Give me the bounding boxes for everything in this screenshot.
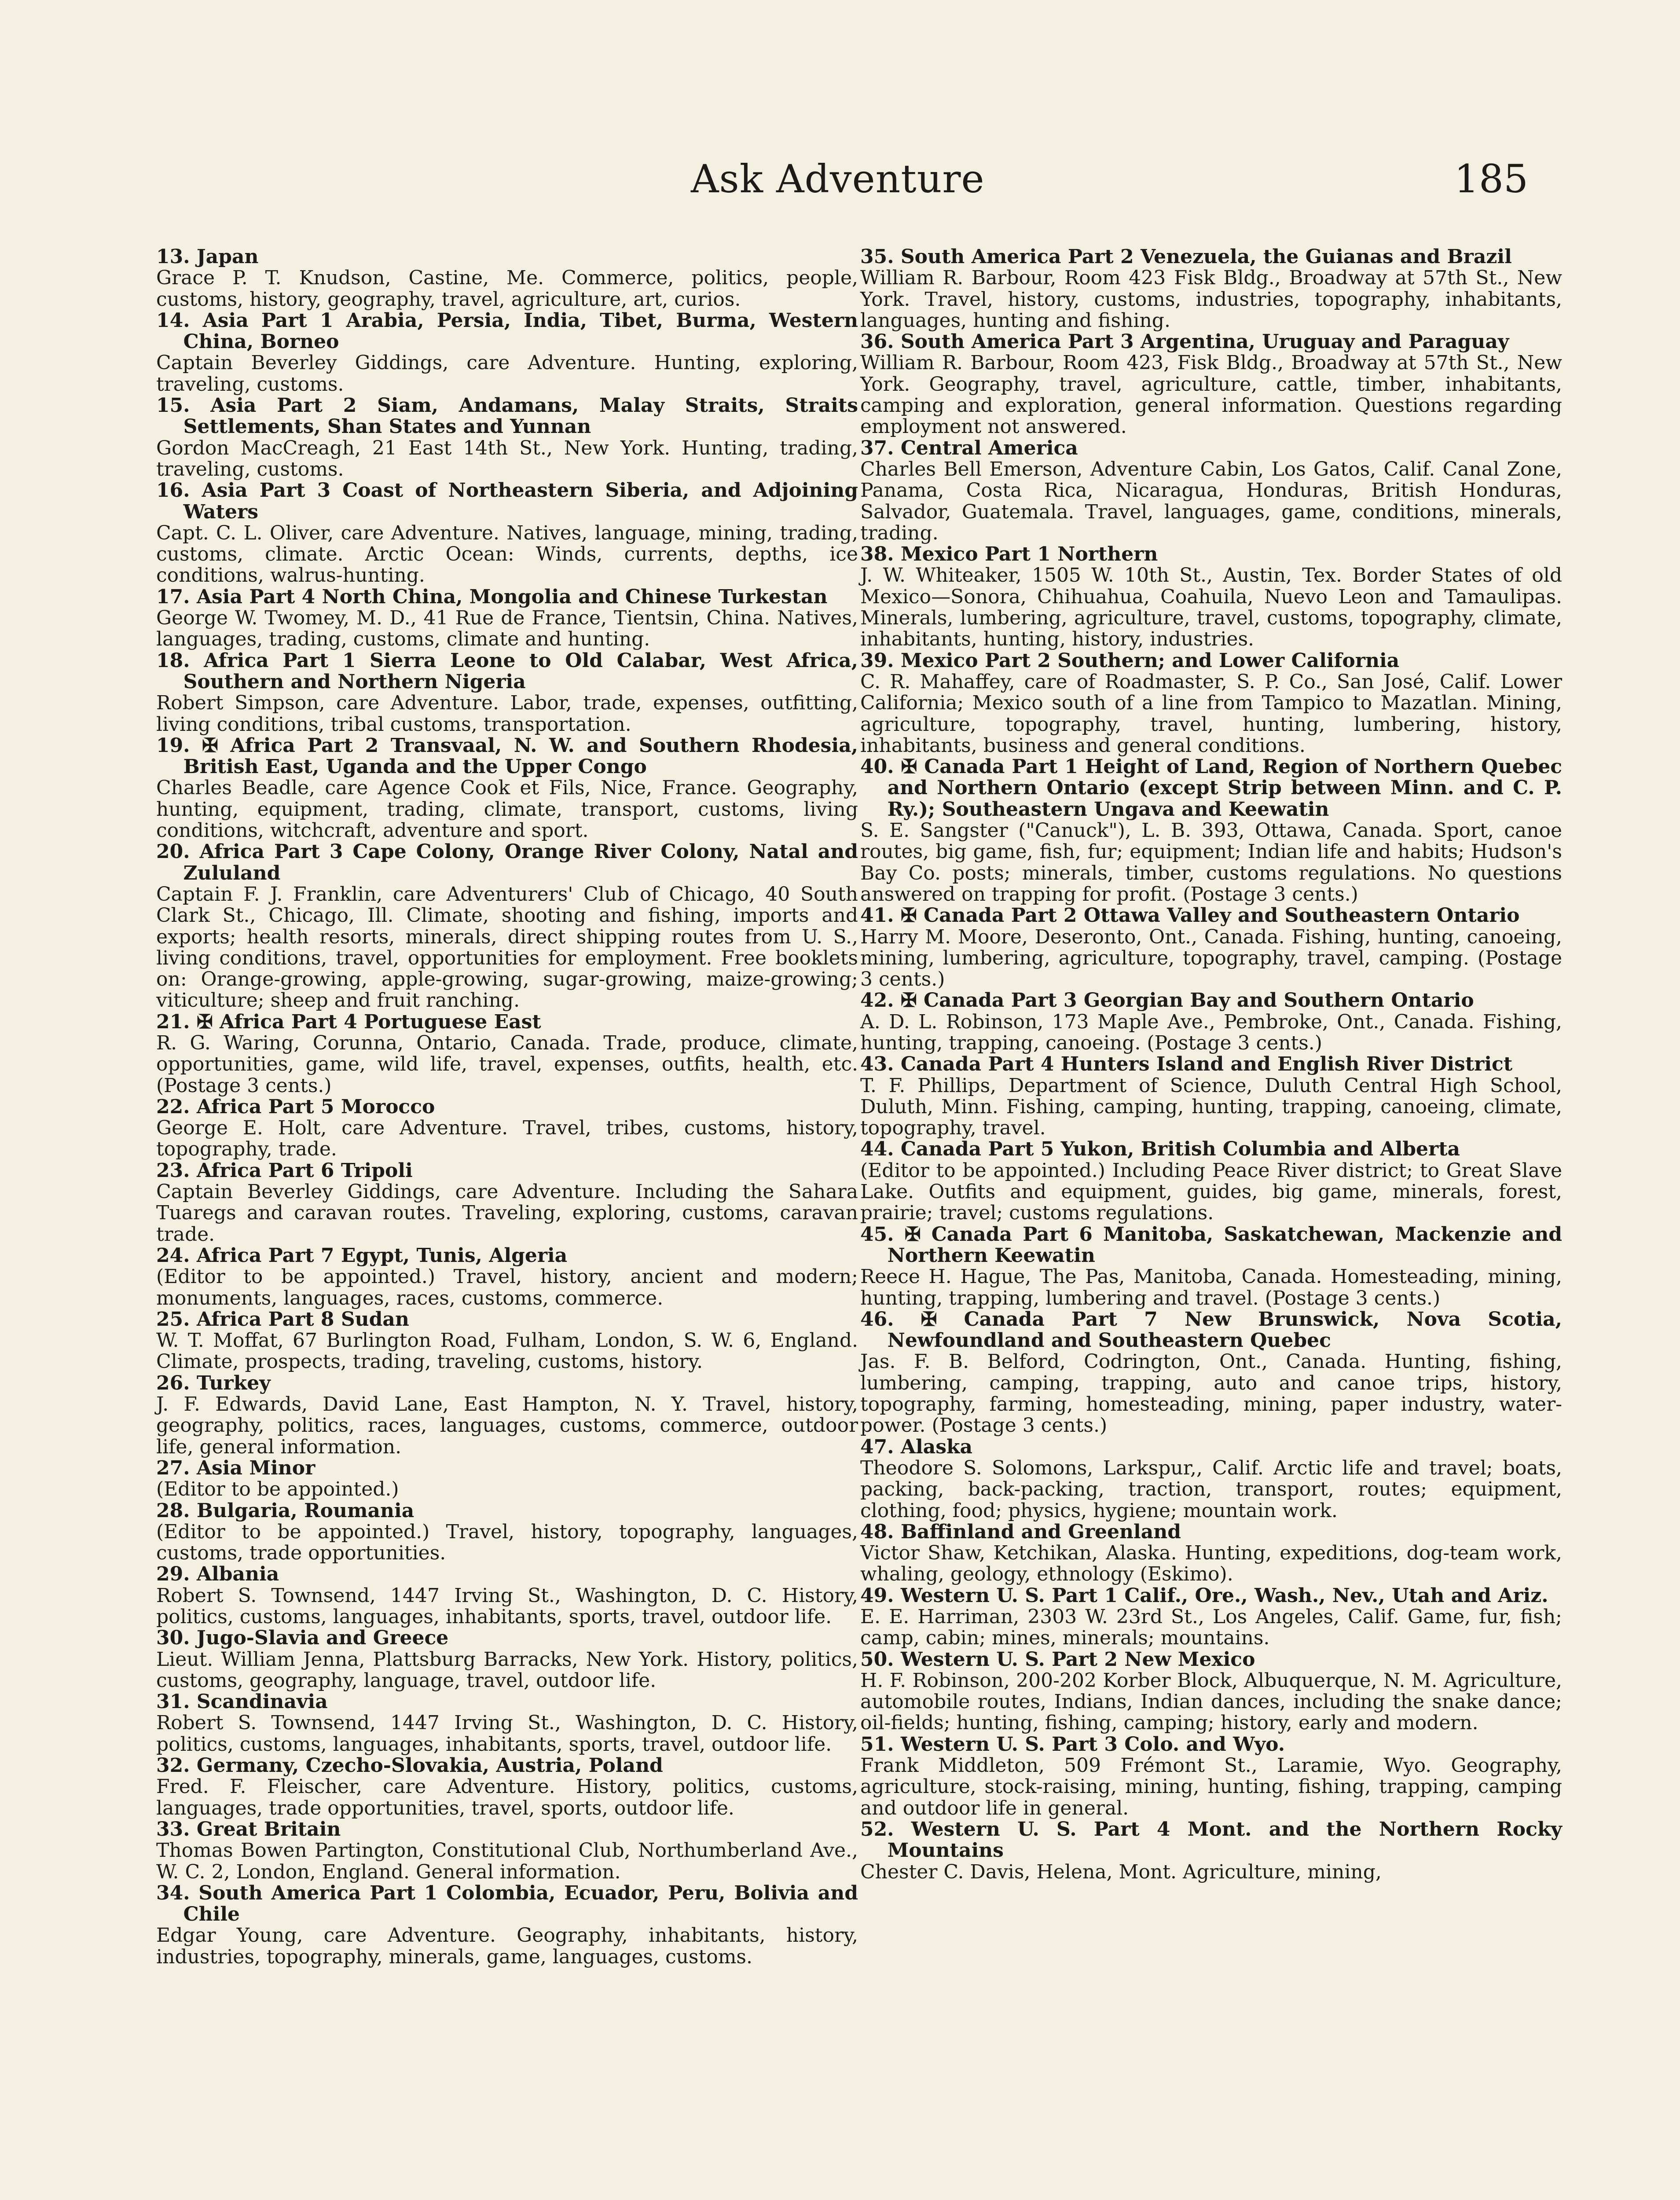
entry-body: Robert S. Townsend, 1447 Irving St., Washington, D. C. History, politics, customs, languages, inhabitants, sports, travel, outdoor life. xyxy=(156,1584,858,1628)
directory-entry xyxy=(156,1628,858,1691)
directory-entry xyxy=(156,1096,858,1160)
directory-entry xyxy=(156,587,858,650)
entry-heading: 49. Western U. S. Part 1 Calif., Ore., Wash., Nev., Utah and Ariz. xyxy=(860,1584,1548,1607)
directory-entry xyxy=(156,310,858,395)
entry-body: Reece H. Hague, The Pas, Manitoba, Canada. Homesteading, mining, hunting, trapping, lumbering and travel. (Postage 3 cents.) xyxy=(860,1265,1562,1309)
entry-body: S. E. Sangster ("Canuck"), L. B. 393, Ottawa, Canada. Sport, canoe routes, big game, fish, fur; equipment; Indian life and habits; Hudson's Bay Co. posts; minerals, timber, customs regulations. No questions answered on trapping for profit. (Postage 3 cents.) xyxy=(860,819,1562,906)
entry-body: Harry M. Moore, Deseronto, Ont., Canada. Fishing, hunting, canoeing, mining, lumbering, agriculture, topography, travel, camping. (Postage 3 cents.) xyxy=(860,925,1562,991)
entry-body: Victor Shaw, Ketchikan, Alaska. Hunting, expeditions, dog-team work, whaling, geology, ethnology (Eskimo). xyxy=(860,1542,1562,1586)
entry-body: Captain Beverley Giddings, care Adventure. Hunting, exploring, traveling, customs. xyxy=(156,352,858,396)
directory-entry xyxy=(860,246,1562,331)
directory-entry xyxy=(860,438,1562,544)
entry-body: Jas. F. B. Belford, Codrington, Ont., Canada. Hunting, fishing, lumbering, camping, trapping, auto and canoe trips, history, topography, farming, homesteading, mining, paper industry, water-power. (Postage 3 cents.) xyxy=(860,1350,1562,1437)
entry-heading: 40. ✠ Canada Part 1 Height of Land, Region of Northern Quebec and Northern Ontario (except Strip between Minn. and C. P. Ry.); Southeastern Ungava and Keewatin xyxy=(860,755,1562,821)
directory-entry xyxy=(860,1734,1562,1819)
entry-body: Capt. C. L. Oliver, care Adventure. Natives, language, mining, trading, customs, climate. Arctic Ocean: Winds, currents, depths, ice conditions, walrus-hunting. xyxy=(156,521,858,587)
entry-body: T. F. Phillips, Department of Science, Duluth Central High School, Duluth, Minn. Fishing, camping, hunting, trapping, canoeing, climate, topography, travel. xyxy=(860,1074,1562,1140)
directory-entry xyxy=(156,1458,858,1500)
entry-body: Theodore S. Solomons, Larkspur,, Calif. Arctic life and travel; boats, packing, back-packing, traction, transport, routes; equipment, clothing, food; physics, hygiene; mountain work. xyxy=(860,1456,1562,1522)
directory-entry xyxy=(860,1522,1562,1585)
entry-heading: 41. ✠ Canada Part 2 Ottawa Valley and Southeastern Ontario xyxy=(860,904,1520,927)
entry-heading: 30. Jugo-Slavia and Greece xyxy=(156,1627,449,1650)
entry-body: Robert Simpson, care Adventure. Labor, trade, expenses, outfitting, living conditions, tribal customs, transportation. xyxy=(156,692,858,736)
directory-entry xyxy=(860,650,1562,756)
entry-body: (Editor to be appointed.) Travel, history, ancient and modern; monuments, languages, races, customs, commerce. xyxy=(156,1265,858,1309)
entry-body: Robert S. Townsend, 1447 Irving St., Washington, D. C. History, politics, customs, languages, inhabitants, sports, travel, outdoor life. xyxy=(156,1712,858,1756)
entry-body: J. W. Whiteaker, 1505 W. 10th St., Austin, Tex. Border States of old Mexico—Sonora, Chihuahua, Coahuila, Nuevo Leon and Tamaulipas. Minerals, lumbering, agriculture, travel, customs, topography, climate, inhabitants, hunting, history, industries. xyxy=(860,564,1562,651)
entry-heading: 24. Africa Part 7 Egypt, Tunis, Algeria xyxy=(156,1244,568,1267)
entry-body: Charles Beadle, care Agence Cook et Fils, Nice, France. Geography, hunting, equipment, trading, climate, transport, customs, living conditions, witchcraft, adventure and sport. xyxy=(156,777,858,842)
entry-body: Chester C. Davis, Helena, Mont. Agriculture, mining, xyxy=(860,1860,1382,1883)
entry-heading: 46. ✠ Canada Part 7 New Brunswick, Nova Scotia, Newfoundland and Southeastern Quebec xyxy=(860,1308,1562,1352)
entry-body: Charles Bell Emerson, Adventure Cabin, Los Gatos, Calif. Canal Zone, Panama, Costa Rica, Nicaragua, Honduras, British Honduras, Salvador, Guatemala. Travel, languages, game, conditions, minerals, trading. xyxy=(860,458,1562,544)
entry-body: (Editor to be appointed.) xyxy=(156,1478,399,1501)
page-number: 185 xyxy=(1454,156,1528,202)
entry-heading: 20. Africa Part 3 Cape Colony, Orange River Colony, Natal and Zululand xyxy=(156,840,858,884)
entry-heading: 17. Asia Part 4 North China, Mongolia and Chinese Turkestan xyxy=(156,585,828,608)
right-column xyxy=(860,246,1562,1883)
entry-heading: 35. South America Part 2 Venezuela, the Guianas and Brazil xyxy=(860,246,1512,268)
entry-heading: 38. Mexico Part 1 Northern xyxy=(860,543,1158,566)
directory-entry xyxy=(860,544,1562,650)
page-title: Ask Adventure xyxy=(691,156,985,202)
entry-heading: 34. South America Part 1 Colombia, Ecuador, Peru, Bolivia and Chile xyxy=(156,1881,858,1926)
entry-heading: 19. ✠ Africa Part 2 Transvaal, N. W. and Southern Rhodesia, British East, Uganda and the Upper Congo xyxy=(156,734,858,778)
entry-heading: 48. Baffinland and Greenland xyxy=(860,1520,1181,1543)
entry-heading: 37. Central America xyxy=(860,436,1078,459)
entry-heading: 28. Bulgaria, Roumania xyxy=(156,1499,414,1522)
entry-heading: 13. Japan xyxy=(156,246,259,268)
directory-entry xyxy=(156,1245,858,1309)
entry-body: Thomas Bowen Partington, Constitutional Club, Northumberland Ave., W. C. 2, London, England. General information. xyxy=(156,1839,858,1883)
directory-entry xyxy=(156,1500,858,1564)
entry-body: Frank Middleton, 509 Frémont St., Laramie, Wyo. Geography, agriculture, stock-raising, mining, hunting, fishing, trapping, camping and outdoor life in general. xyxy=(860,1754,1562,1819)
entry-body: George E. Holt, care Adventure. Travel, tribes, customs, history, topography, trade. xyxy=(156,1117,858,1161)
directory-entry xyxy=(860,756,1562,905)
directory-entry xyxy=(156,1012,858,1096)
entry-body: J. F. Edwards, David Lane, East Hampton, N. Y. Travel, history, geography, politics, races, languages, customs, commerce, outdoor life, general information. xyxy=(156,1393,858,1458)
entry-body: (Editor to be appointed.) Including Peace River district; to Great Slave Lake. Outfits and equipment, guides, big game, minerals, forest, prairie; travel; customs regulations. xyxy=(860,1159,1562,1225)
entry-heading: 47. Alaska xyxy=(860,1435,972,1458)
entry-heading: 29. Albania xyxy=(156,1563,279,1586)
directory-entry xyxy=(860,1139,1562,1224)
entry-body: A. D. L. Robinson, 173 Maple Ave., Pembroke, Ont., Canada. Fishing, hunting, trapping, canoeing. (Postage 3 cents.) xyxy=(860,1010,1562,1054)
entry-heading: 50. Western U. S. Part 2 New Mexico xyxy=(860,1648,1255,1671)
entry-body: William R. Barbour, Room 423, Fisk Bldg., Broadway at 57th St., New York. Geography, travel, agriculture, cattle, timber, inhabitants, camping and exploration, general information. Questions regarding employment not answered. xyxy=(860,352,1562,438)
directory-entry xyxy=(156,841,858,1011)
entry-heading: 52. Western U. S. Part 4 Mont. and the Northern Rocky Mountains xyxy=(860,1818,1562,1862)
entry-body: Edgar Young, care Adventure. Geography, inhabitants, history, industries, topography, minerals, game, languages, customs. xyxy=(156,1924,858,1968)
directory-entry xyxy=(156,246,858,310)
entry-body: R. G. Waring, Corunna, Ontario, Canada. Trade, produce, climate, opportunities, game, wild life, travel, expenses, outfits, health, etc. (Postage 3 cents.) xyxy=(156,1031,858,1097)
entry-heading: 15. Asia Part 2 Siam, Andamans, Malay Straits, Straits Settlements, Shan States and Yunnan xyxy=(156,394,858,438)
entry-heading: 31. Scandinavia xyxy=(156,1690,328,1713)
left-column xyxy=(156,246,858,1968)
directory-entry xyxy=(156,1755,858,1819)
entry-body: W. T. Moffat, 67 Burlington Road, Fulham, London, S. W. 6, England. Climate, prospects, trading, traveling, customs, history. xyxy=(156,1329,858,1373)
directory-entry xyxy=(860,990,1562,1054)
directory-entry xyxy=(860,1819,1562,1883)
entry-heading: 51. Western U. S. Part 3 Colo. and Wyo. xyxy=(860,1733,1285,1756)
entry-heading: 44. Canada Part 5 Yukon, British Columbia and Alberta xyxy=(860,1138,1460,1161)
directory-entry xyxy=(860,1309,1562,1437)
entry-heading: 23. Africa Part 6 Tripoli xyxy=(156,1159,413,1182)
entry-heading: 21. ✠ Africa Part 4 Portuguese East xyxy=(156,1010,541,1033)
directory-entry xyxy=(860,1585,1562,1649)
entry-heading: 22. Africa Part 5 Morocco xyxy=(156,1095,435,1118)
directory-entry xyxy=(860,1649,1562,1734)
entry-heading: 43. Canada Part 4 Hunters Island and English River District xyxy=(860,1053,1513,1076)
entry-heading: 27. Asia Minor xyxy=(156,1456,315,1479)
entry-heading: 16. Asia Part 3 Coast of Northeastern Siberia, and Adjoining Waters xyxy=(156,479,858,523)
entry-body: H. F. Robinson, 200-202 Korber Block, Albuquerque, N. M. Agriculture, automobile routes, Indians, Indian dances, including the snake dance; oil-fields; hunting, fishing, camping; history, early and modern. xyxy=(860,1669,1562,1734)
directory-entry xyxy=(156,735,858,841)
directory-entry xyxy=(860,1224,1562,1309)
directory-entry xyxy=(156,480,858,586)
entry-body: Grace P. T. Knudson, Castine, Me. Commerce, politics, people, customs, history, geography, travel, agriculture, art, curios. xyxy=(156,267,858,311)
entry-body: C. R. Mahaffey, care of Roadmaster, S. P. Co., San José, Calif. Lower California; Mexico south of a line from Tampico to Mazatlan. Mining, agriculture, topography, travel, hunting, lumbering, history, inhabitants, business and general conditions. xyxy=(860,670,1562,757)
entry-body: William R. Barbour, Room 423 Fisk Bldg., Broadway at 57th St., New York. Travel, history, customs, industries, topography, inhabitants, languages, hunting and fishing. xyxy=(860,267,1562,332)
directory-entry xyxy=(156,1883,858,1968)
directory-entry xyxy=(156,1373,858,1458)
entry-heading: 26. Turkey xyxy=(156,1371,271,1394)
directory-entry xyxy=(156,395,858,480)
entry-body: E. E. Harriman, 2303 W. 23rd St., Los Angeles, Calif. Game, fur, fish; camp, cabin; mines, minerals; mountains. xyxy=(860,1606,1562,1650)
entry-body: Captain F. J. Franklin, care Adventurers' Club of Chicago, 40 South Clark St., Chicago, Ill. Climate, shooting and fishing, imports and exports; health resorts, minerals, direct shipping routes from U. S., living conditions, travel, opportunities for employment. Free booklets on: Orange-growing, apple-growing, sugar-growing, maize-growing; viticulture; sheep and fruit ranching. xyxy=(156,883,858,1012)
entry-heading: 36. South America Part 3 Argentina, Uruguay and Paraguay xyxy=(860,330,1509,353)
directory-entry xyxy=(156,1564,858,1628)
directory-entry xyxy=(156,1160,858,1245)
entry-heading: 45. ✠ Canada Part 6 Manitoba, Saskatchewan, Mackenzie and Northern Keewatin xyxy=(860,1223,1562,1267)
entry-heading: 39. Mexico Part 2 Southern; and Lower California xyxy=(860,649,1400,672)
directory-entry xyxy=(860,1054,1562,1139)
directory-entry xyxy=(156,1309,858,1373)
entry-body: Gordon MacCreagh, 21 East 14th St., New York. Hunting, trading, traveling, customs. xyxy=(156,436,858,480)
directory-entry xyxy=(860,1437,1562,1522)
entry-body: Captain Beverley Giddings, care Adventure. Including the Sahara Tuaregs and caravan routes. Traveling, exploring, customs, caravan trade. xyxy=(156,1181,858,1246)
directory-entry xyxy=(860,905,1562,990)
directory-entry xyxy=(156,1819,858,1883)
entry-body: Lieut. William Jenna, Plattsburg Barracks, New York. History, politics, customs, geography, language, travel, outdoor life. xyxy=(156,1648,858,1692)
entry-body: (Editor to be appointed.) Travel, history, topography, languages, customs, trade opportunities. xyxy=(156,1520,858,1565)
entry-heading: 14. Asia Part 1 Arabia, Persia, India, Tibet, Burma, Western China, Borneo xyxy=(156,309,858,353)
entry-heading: 42. ✠ Canada Part 3 Georgian Bay and Southern Ontario xyxy=(860,989,1474,1012)
directory-entry xyxy=(156,1691,858,1755)
entry-body: Fred. F. Fleischer, care Adventure. History, politics, customs, languages, trade opportunities, travel, sports, outdoor life. xyxy=(156,1775,858,1819)
entry-heading: 33. Great Britain xyxy=(156,1818,341,1841)
directory-entry xyxy=(860,331,1562,437)
entry-heading: 25. Africa Part 8 Sudan xyxy=(156,1308,409,1331)
entry-heading: 32. Germany, Czecho-Slovakia, Austria, Poland xyxy=(156,1754,663,1777)
entry-heading: 18. Africa Part 1 Sierra Leone to Old Calabar, West Africa, Southern and Northern Nigeria xyxy=(156,649,858,693)
entry-body: George W. Twomey, M. D., 41 Rue de France, Tientsin, China. Natives, languages, trading, customs, climate and hunting. xyxy=(156,607,858,651)
directory-entry xyxy=(156,650,858,735)
